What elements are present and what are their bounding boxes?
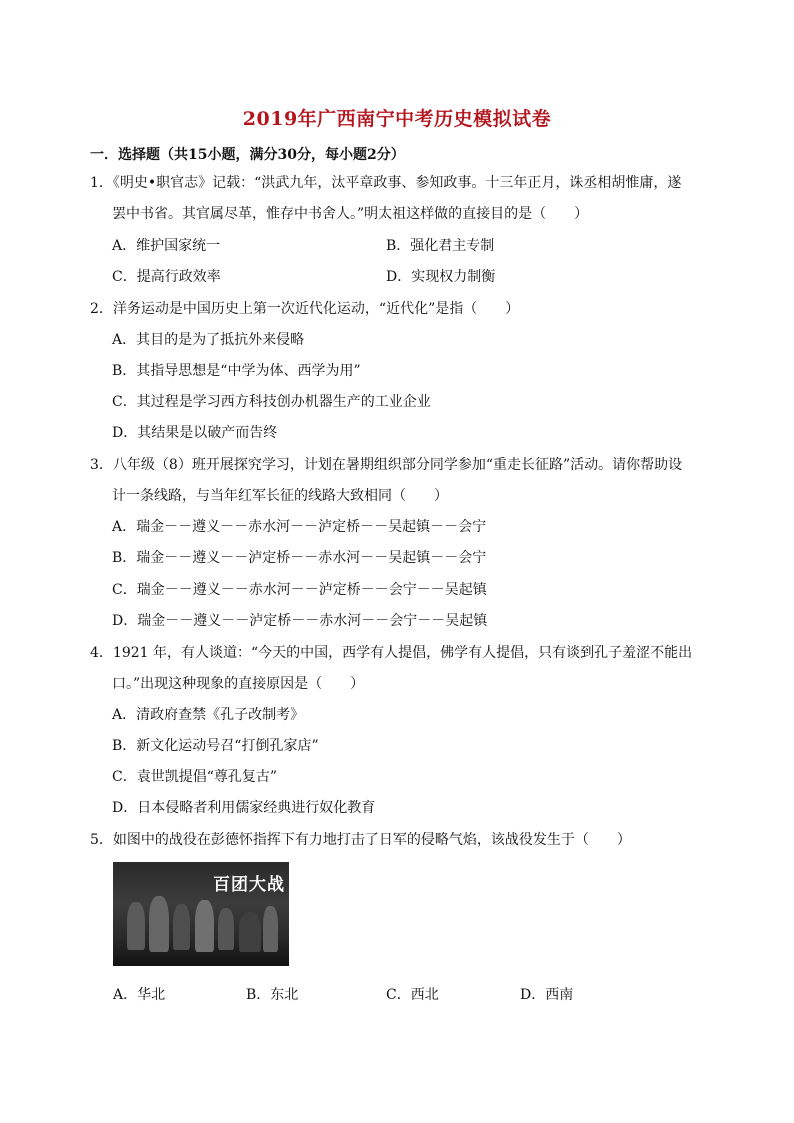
question-2-option-d: D．其结果是以破产而告终 — [112, 425, 278, 441]
photo-caption: 百团大战 — [213, 875, 285, 895]
section-heading: 一．选择题（共15小题，满分30分，每小题2分） — [90, 147, 405, 163]
photo-soldier-figure — [263, 906, 278, 952]
question-4-line-2: 口。”出现这种现象的直接原因是（ ） — [112, 676, 365, 692]
question-5-option-c: C．西北 — [386, 987, 439, 1003]
question-3-option-b: B．瑞金－－遵义－－泸定桥－－赤水河－－吴起镇－－会宁 — [112, 550, 487, 566]
question-5-line-1: 5．如图中的战役在彭德怀指挥下有力地打击了日军的侵略气焰，该战役发生于（ ） — [90, 832, 631, 848]
question-4-option-c: C．袁世凯提倡“尊孔复古” — [112, 769, 278, 785]
question-3-option-c: C．瑞金－－遵义－－赤水河－－泸定桥－－会宁－－吴起镇 — [112, 582, 487, 598]
photo-soldier-figure — [149, 896, 169, 952]
photo-soldier-figure — [127, 902, 145, 950]
question-3-option-d: D．瑞金－－遵义－－泸定桥－－赤水河－－会宁－－吴起镇 — [112, 613, 488, 629]
question-2-option-a: A．其目的是为了抵抗外来侵略 — [112, 332, 305, 348]
question-2-option-b: B．其指导思想是“中学为体、西学为用” — [112, 363, 361, 379]
question-2-line-1: 2．洋务运动是中国历史上第一次近代化运动，“近代化”是指（ ） — [90, 301, 520, 317]
question-3-option-a: A．瑞金－－遵义－－赤水河－－泸定桥－－吴起镇－－会宁 — [112, 519, 487, 535]
question-1-option-b: B．强化君主专制 — [386, 238, 495, 254]
battle-photo — [113, 862, 289, 966]
exam-title: 2019年广西南宁中考历史模拟试卷 — [242, 108, 552, 130]
question-5-option-d: D．西南 — [520, 987, 574, 1003]
question-3-line-2: 计一条线路，与当年红军长征的线路大致相同（ ） — [112, 488, 448, 504]
question-1-option-a: A．维护国家统一 — [112, 238, 221, 254]
question-3-line-1: 3．八年级（8）班开展探究学习，计划在暑期组织部分同学参加“重走长征路”活动。请你帮助设 — [90, 457, 683, 473]
photo-soldier-figure — [195, 900, 214, 952]
photo-soldier-figure — [218, 908, 234, 950]
question-5-option-a: A．华北 — [113, 987, 166, 1003]
question-4-option-a: A．清政府查禁《孔子改制考》 — [112, 707, 305, 723]
question-4-option-d: D．日本侵略者利用儒家经典进行奴化教育 — [112, 800, 376, 816]
question-1-option-d: D．实现权力制衡 — [386, 269, 496, 285]
question-1-line-1: 1．《明史•职官志》记载：“洪武九年，汰平章政事、参知政事。十三年正月，诛丞相胡惟庸，遂 — [90, 175, 682, 191]
question-4-option-b: B．新文化运动号召“打倒孔家店” — [112, 738, 319, 754]
question-4-line-1: 4．1921 年，有人谈道：“今天的中国，西学有人提倡，佛学有人提倡，只有谈到孔子羞涩不能出 — [90, 645, 693, 661]
question-1-option-c: C．提高行政效率 — [112, 269, 221, 285]
question-1-line-2: 罢中书省。其官属尽革，惟存中书舍人。”明太祖这样做的直接目的是（ ） — [112, 206, 589, 222]
photo-barrel — [239, 912, 261, 952]
question-2-option-c: C．其过程是学习西方科技创办机器生产的工业企业 — [112, 394, 431, 410]
question-5-option-b: B．东北 — [246, 987, 299, 1003]
photo-soldier-figure — [173, 904, 190, 950]
